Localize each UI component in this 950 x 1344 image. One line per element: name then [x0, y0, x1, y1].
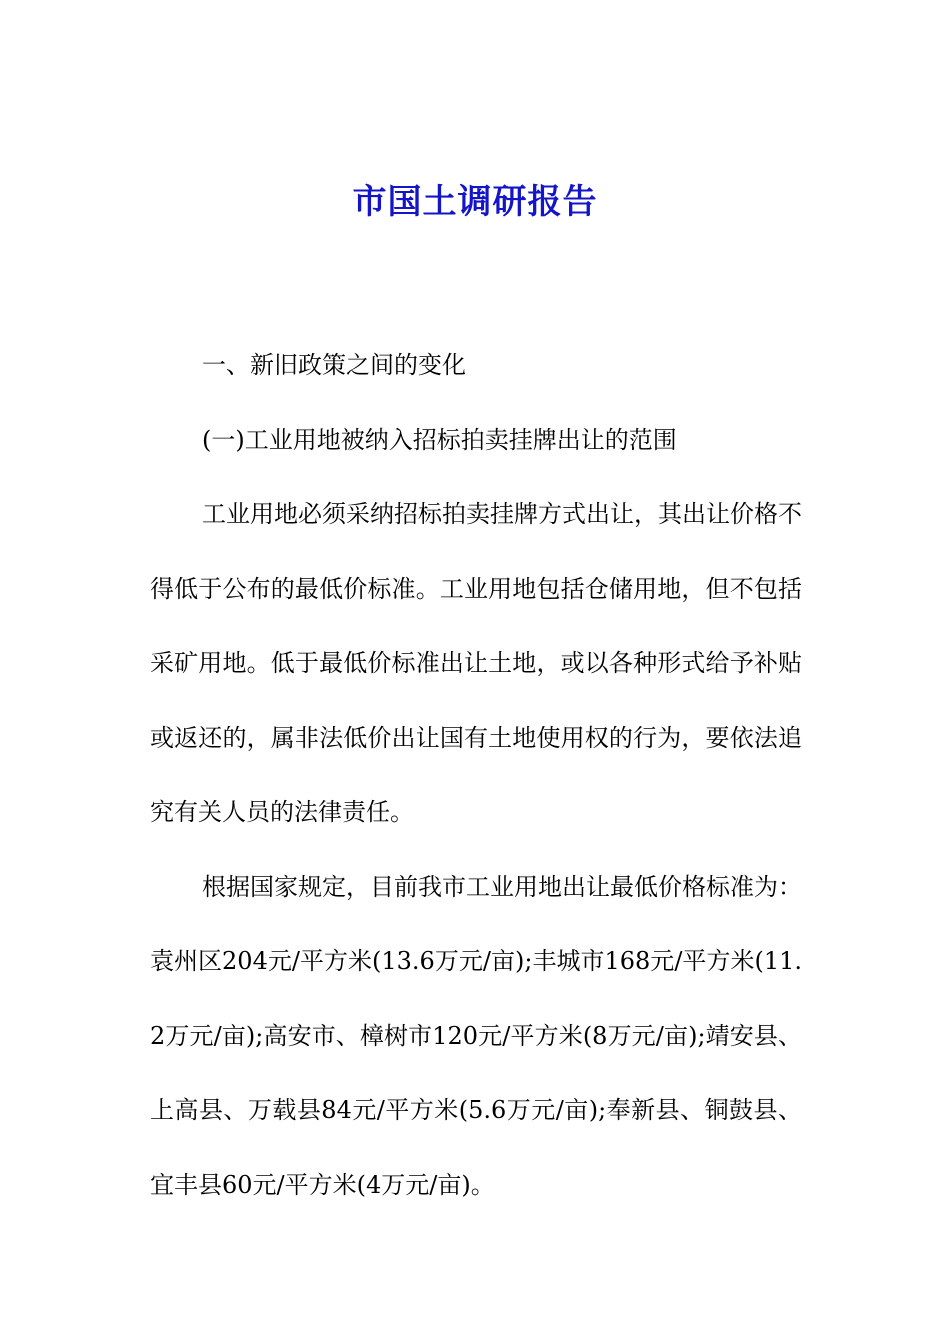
- subsection-heading: (一)工业用地被纳入招标拍卖挂牌出让的范围: [202, 425, 677, 454]
- section-heading: 一、新旧政策之间的变化: [202, 351, 466, 379]
- body-paragraph: 工业用地必须采纳招标拍卖挂牌方式出让，其出让价格不得低于公布的最低价标准。工业用地包括仓储用地，但不包括采矿用地。低于最低价标准出让土地，或以各种形式给予补贴或返还的，属非法低价出让国有土地使用权的行为，要依法追究有关人员的法律责任。: [150, 500, 802, 826]
- document-title: 市国土调研报告: [352, 182, 598, 222]
- document-body: [150, 328, 802, 1222]
- body-paragraph: 根据国家规定，目前我市工业用地出让最低价格标准为：袁州区204元/平方米(13.6万元/亩);丰城市168元/平方米(11.2万元/亩);高安市、樟树市120元/平方米(8万元/亩);靖安县、上高县、万载县84元/平方米(5.6万元/亩);奉新县、铜鼓县、宜丰县60元/平方米(4万元/亩)。: [150, 872, 802, 1199]
